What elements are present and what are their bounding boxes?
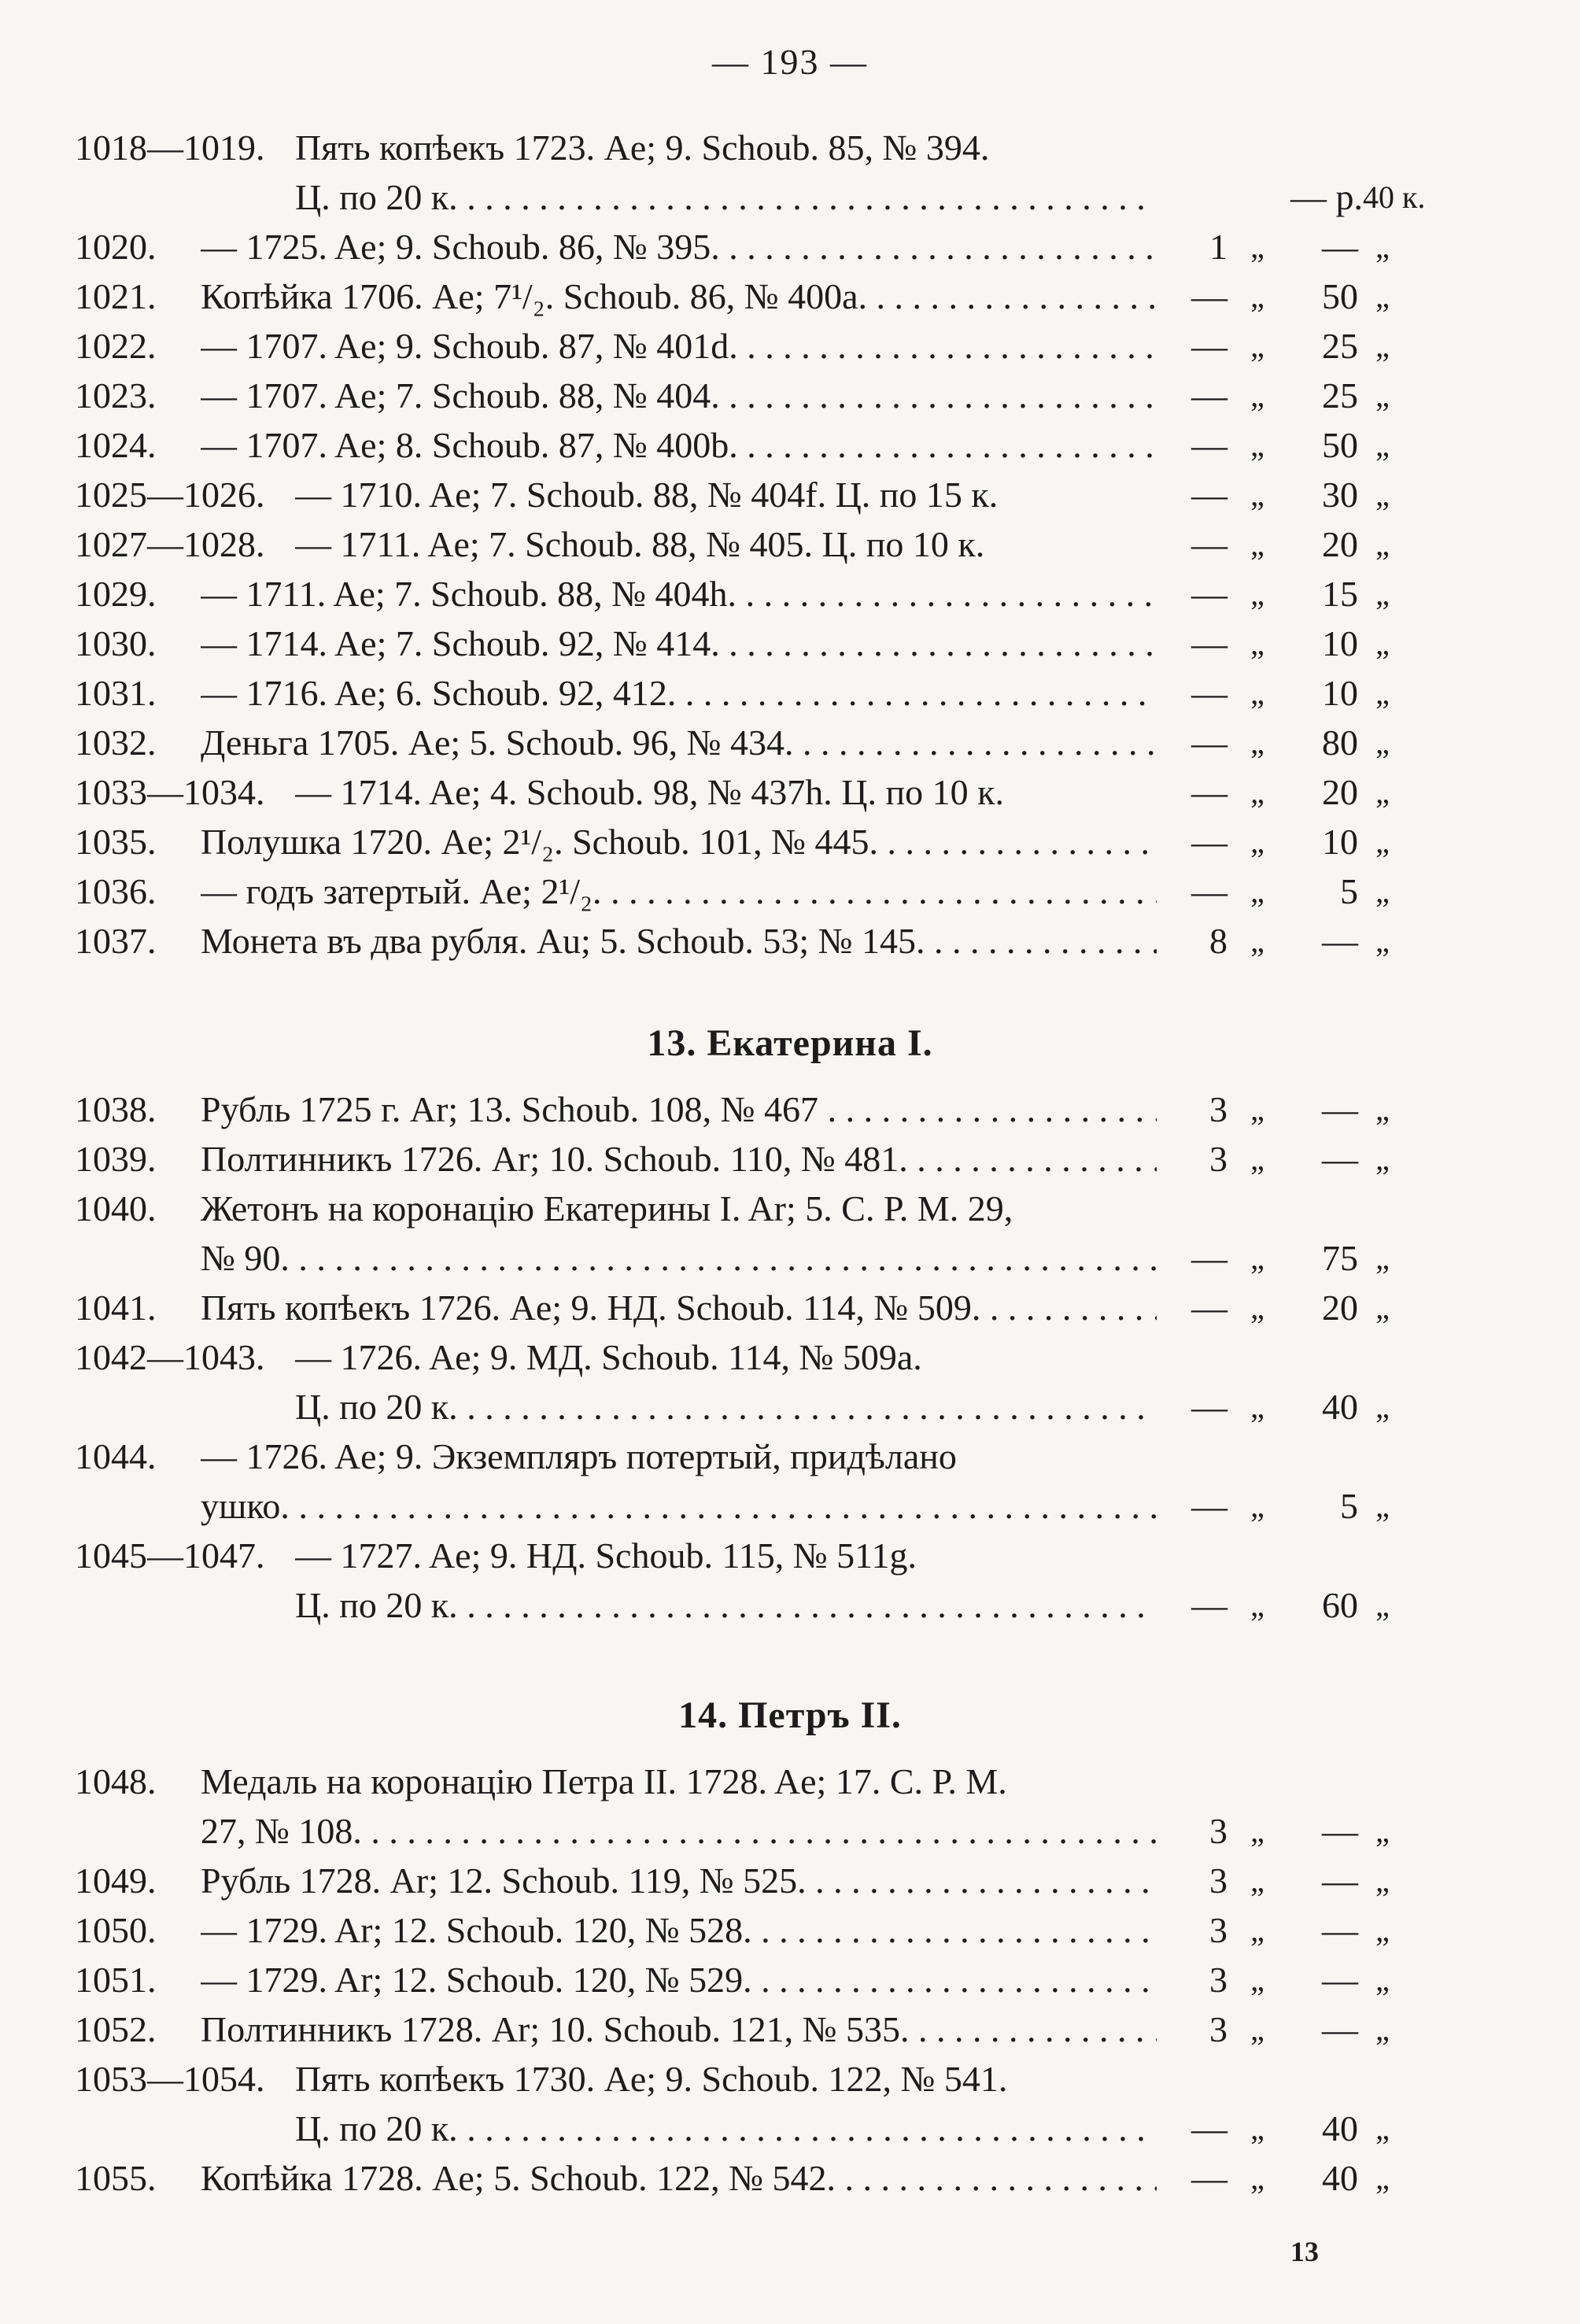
price-part: „	[1250, 477, 1264, 512]
catalog-entry-line	[75, 769, 1487, 816]
price-part: 1	[1209, 227, 1227, 267]
entry-number: 1031.	[75, 673, 157, 713]
price-part: „	[1375, 378, 1390, 413]
price-part: „	[1250, 279, 1264, 314]
price-part: —	[1191, 2108, 1227, 2148]
entry-description: — 1729. Ar; 12. Schoub. 120, № 529. . . .	[201, 1956, 1157, 2004]
price-part: „	[1250, 1141, 1264, 1177]
catalog-entry-line	[75, 1235, 1487, 1282]
entry-price	[1165, 323, 1408, 370]
entry-description: Копѣйка 1728. Ae; 5. Schoub. 122, № 542. . . .	[201, 2155, 1157, 2202]
price-part: „	[1375, 477, 1390, 512]
entry-price	[1165, 422, 1408, 469]
catalog-entry-line	[75, 868, 1487, 915]
entry-description: Деньга 1705. Ae; 5. Schoub. 96, № 434. . . .	[201, 719, 1157, 767]
price-part: 40	[1322, 2158, 1358, 2198]
entry-price	[1165, 719, 1408, 767]
price-part: 40	[1322, 2108, 1358, 2148]
entry-number: 1025—1026.	[75, 475, 265, 515]
catalog-entry-line	[75, 1086, 1487, 1133]
price-part: —	[1191, 772, 1227, 812]
entry-description: — 1726. Ae; 9. МД. Schoub. 114, № 509a.	[295, 1337, 922, 1377]
catalog-entry-line	[75, 1384, 1487, 1431]
price-part: „	[1375, 527, 1390, 562]
price-part: „	[1375, 1290, 1390, 1325]
price-part: „	[1375, 1488, 1390, 1524]
price-part: —	[1191, 1288, 1227, 1328]
entry-price	[1165, 521, 1408, 568]
price-part: „	[1250, 576, 1264, 611]
catalog-entry-line	[75, 1907, 1487, 1954]
entry-number: 1035.	[75, 822, 157, 862]
price-part: —	[1191, 326, 1227, 366]
entry-number: 1037.	[75, 921, 157, 961]
price-part: „	[1375, 1587, 1390, 1623]
entry-price	[1165, 918, 1408, 965]
entry-price	[1165, 273, 1408, 320]
price-part: 3	[1209, 1910, 1227, 1950]
price-part: 8	[1209, 921, 1227, 961]
entry-price	[1165, 471, 1408, 519]
catalog-entry-line	[75, 2056, 1487, 2103]
price-part: „	[1375, 576, 1390, 611]
entry-price	[1165, 1284, 1408, 1332]
entry-price	[1165, 1808, 1408, 1855]
price-part: „	[1375, 626, 1390, 661]
price-part: 50	[1322, 425, 1358, 465]
price-part: „	[1375, 1389, 1390, 1424]
entry-price	[1165, 224, 1408, 271]
entry-price	[1165, 372, 1408, 419]
price-part: —	[1322, 921, 1358, 961]
entry-number: 1024.	[75, 425, 157, 465]
price-part: „	[1250, 1240, 1264, 1276]
price-part: —	[1191, 722, 1227, 763]
entry-description: — 1707. Ae; 7. Schoub. 88, № 404. . . .	[201, 372, 1157, 419]
price-part: 40 к.	[1363, 179, 1426, 215]
entry-price	[1165, 1956, 1408, 2004]
entry-number: 1021.	[75, 276, 157, 316]
entry-number: 1042—1043.	[75, 1337, 265, 1377]
entry-number: 1036.	[75, 871, 157, 911]
entry-description: — 1707. Ae; 9. Schoub. 87, № 401d. . . .	[201, 323, 1157, 370]
entry-description: Копѣйка 1706. Ae; 7¹/₂. Schoub. 86, № 400a. . . .	[201, 273, 1157, 320]
catalog-entry-line	[75, 224, 1487, 271]
price-part: —	[1191, 1585, 1227, 1625]
entry-price	[1165, 2105, 1408, 2152]
catalog-entry-line	[75, 1433, 1487, 1480]
entry-price	[1165, 2155, 1408, 2202]
price-part: „	[1250, 1962, 1264, 1997]
price-part: „	[1250, 874, 1264, 909]
catalog-entry-line	[75, 1857, 1487, 1905]
price-part: „	[1375, 725, 1390, 760]
entry-number: 1040.	[75, 1188, 157, 1229]
price-part: —	[1191, 1387, 1227, 1427]
entry-number: 1038.	[75, 1089, 157, 1129]
entry-description: — 1725. Ae; 9. Schoub. 86, № 395. . . .	[201, 224, 1157, 271]
price-part: „	[1250, 2012, 1264, 2047]
entry-price	[1165, 670, 1408, 717]
entry-price	[1165, 1483, 1408, 1530]
price-part: —	[1191, 524, 1227, 564]
entry-price	[1165, 2006, 1408, 2053]
price-part: „	[1375, 2160, 1390, 2196]
catalog-entry-line	[75, 2155, 1487, 2202]
entry-description: — 1729. Ar; 12. Schoub. 120, № 528. . . .	[201, 1907, 1157, 1954]
section-heading: 14. Петръ II.	[678, 1694, 902, 1736]
price-part: 10	[1322, 673, 1358, 713]
price-part: —	[1191, 276, 1227, 316]
entry-description: Пять копѣекъ 1723. Ae; 9. Schoub. 85, № 394.	[295, 127, 990, 168]
entry-price	[1165, 620, 1408, 667]
entry-number: 1032.	[75, 722, 157, 763]
entry-price	[1165, 1907, 1408, 1954]
price-part: „	[1375, 774, 1390, 810]
entry-price	[1165, 1086, 1408, 1133]
entry-number: 1044.	[75, 1436, 157, 1476]
catalog-entry-line	[75, 571, 1487, 618]
price-part: 3	[1209, 1139, 1227, 1179]
catalog-entry-line	[75, 1532, 1487, 1580]
price-part: —	[1322, 1089, 1358, 1129]
price-part: „	[1375, 1240, 1390, 1276]
price-part: „	[1250, 1912, 1264, 1948]
price-part: „	[1250, 626, 1264, 661]
price-part: „	[1375, 923, 1390, 959]
entry-price	[1165, 1857, 1408, 1905]
price-part: —	[1191, 475, 1227, 515]
entry-description: — 1716. Ae; 6. Schoub. 92, 412. . . .	[201, 670, 1157, 717]
price-part: „	[1250, 328, 1264, 364]
entry-price	[1165, 1384, 1408, 1431]
price-part: „	[1250, 2160, 1264, 2196]
catalog-entry-line	[75, 323, 1487, 370]
price-part: „	[1375, 328, 1390, 364]
price-part: —	[1322, 1910, 1358, 1950]
price-part: „	[1375, 1912, 1390, 1948]
entry-description: Полтинникъ 1726. Ar; 10. Schoub. 110, № 481. . . .	[201, 1136, 1157, 1183]
price-part: „	[1250, 1587, 1264, 1623]
entry-number: 1049.	[75, 1860, 157, 1901]
entry-number: 1033—1034.	[75, 772, 265, 812]
price-part: 3	[1209, 1960, 1227, 2000]
price-part: „	[1375, 1813, 1390, 1849]
entry-price	[1165, 174, 1426, 221]
entry-number: 1055.	[75, 2158, 157, 2198]
price-part: —	[1191, 1486, 1227, 1526]
price-part: —	[1191, 673, 1227, 713]
entry-description: — 1707. Ae; 8. Schoub. 87, № 400b. . . .	[201, 422, 1157, 469]
price-part: —	[1322, 227, 1358, 267]
price-part: „	[1375, 427, 1390, 463]
price-part: „	[1375, 2012, 1390, 2047]
catalog-entry-line	[75, 124, 1487, 172]
entry-description: Рубль 1728. Ar; 12. Schoub. 119, № 525. . . .	[201, 1857, 1157, 1905]
price-part: „	[1250, 229, 1264, 264]
entry-description: Ц. по 20 к. . . .	[295, 1582, 1157, 1629]
price-part: 80	[1322, 722, 1358, 763]
entry-number: 1045—1047.	[75, 1535, 265, 1576]
entry-description: № 90. . . .	[201, 1235, 1157, 1282]
price-part: —	[1322, 1139, 1358, 1179]
price-part: „	[1250, 1863, 1264, 1898]
entry-price	[1165, 868, 1408, 915]
entry-description: ушко. . . .	[201, 1483, 1157, 1530]
catalog-entry-line	[75, 670, 1487, 717]
catalog-entry-line	[75, 1185, 1487, 1232]
catalog-entry-line	[75, 918, 1487, 965]
price-part: „	[1250, 774, 1264, 810]
entry-number: 1022.	[75, 326, 157, 366]
price-part: „	[1250, 527, 1264, 562]
entry-number: 1053—1054.	[75, 2059, 265, 2099]
entry-number: 1029.	[75, 574, 157, 614]
entry-description: Пять копѣекъ 1726. Ae; 9. НД. Schoub. 114, № 509. . . .	[201, 1284, 1157, 1332]
price-part: —	[1191, 623, 1227, 663]
entry-number: 1048.	[75, 1761, 157, 1801]
entry-description: — 1714. Ae; 4. Schoub. 98, № 437h. Ц. по 10 к.	[295, 772, 1004, 812]
catalog-entry-line	[75, 2105, 1487, 2152]
printer-signature: 13	[1290, 2236, 1319, 2267]
entry-description: — 1710. Ae; 7. Schoub. 88, № 404f. Ц. по 15 к.	[295, 475, 999, 515]
price-part: 75	[1322, 1238, 1358, 1278]
entry-description: — 1727. Ae; 9. НД. Schoub. 115, № 511g.	[295, 1535, 917, 1576]
catalog-entry-line	[75, 521, 1487, 568]
entry-description: Жетонъ на коронацію Екатерины I. Ar; 5. С. Р. М. 29,	[201, 1188, 1013, 1229]
entry-description: — 1714. Ae; 7. Schoub. 92, № 414. . . .	[201, 620, 1157, 667]
price-part: „	[1375, 1141, 1390, 1177]
price-part: „	[1250, 1813, 1264, 1849]
price-part: 3	[1209, 1811, 1227, 1851]
price-part: „	[1250, 1389, 1264, 1424]
price-part: 40	[1322, 1387, 1358, 1427]
entry-number: 1018—1019.	[75, 127, 265, 168]
price-part: 50	[1322, 276, 1358, 316]
entry-description: Ц. по 20 к. . . .	[295, 174, 1157, 221]
catalog-entry-line	[75, 2006, 1487, 2053]
price-part: „	[1250, 923, 1264, 959]
entry-description: Ц. по 20 к. . . .	[295, 2105, 1157, 2152]
entry-description: — 1711. Ae; 7. Schoub. 88, № 405. Ц. по 10 к.	[295, 524, 985, 564]
entry-description: — 1726. Ae; 9. Экземпляръ потертый, придѣлано	[201, 1436, 957, 1476]
price-part: „	[1250, 2111, 1264, 2146]
entry-description: — годъ затертый. Ae; 2¹/₂. . . .	[201, 868, 1157, 915]
catalog-entry-line	[75, 1136, 1487, 1183]
price-part: „	[1375, 1092, 1390, 1127]
price-part: 5	[1340, 871, 1358, 911]
price-part: „	[1375, 279, 1390, 314]
catalog-entry-line	[75, 818, 1487, 866]
price-part: 20	[1322, 524, 1358, 564]
price-part: „	[1250, 824, 1264, 859]
price-part: —	[1191, 2158, 1227, 2198]
catalog-entry-line	[75, 620, 1487, 667]
entry-number: 1023.	[75, 375, 157, 416]
price-part: „	[1375, 1962, 1390, 1997]
catalog-entry-line	[75, 471, 1487, 519]
price-part: 60	[1322, 1585, 1358, 1625]
price-part: —	[1322, 1860, 1358, 1901]
catalog-entry-line	[75, 1334, 1487, 1381]
catalog-entry-line	[75, 1808, 1487, 1855]
price-part: „	[1250, 427, 1264, 463]
price-part: 3	[1209, 2009, 1227, 2049]
catalog-entry-line	[75, 174, 1487, 221]
section-heading: 13. Екатерина I.	[647, 1022, 933, 1064]
price-part: „	[1250, 1488, 1264, 1524]
price-part: —	[1191, 574, 1227, 614]
price-part: „	[1375, 2111, 1390, 2146]
catalog-entry-line	[75, 422, 1487, 469]
price-part: „	[1250, 1290, 1264, 1325]
price-part: 20	[1322, 772, 1358, 812]
entry-number: 1051.	[75, 1960, 157, 2000]
price-part: —	[1191, 871, 1227, 911]
entry-description: Пять копѣекъ 1730. Ae; 9. Schoub. 122, № 541.	[295, 2059, 1008, 2099]
entry-description: Рубль 1725 г. Ar; 13. Schoub. 108, № 467 . . .	[201, 1086, 1157, 1133]
entry-number: 1039.	[75, 1139, 157, 1179]
price-part: 25	[1322, 326, 1358, 366]
page-number: — 193 —	[712, 42, 868, 82]
entry-number: 1030.	[75, 623, 157, 663]
price-part: 3	[1209, 1860, 1227, 1901]
entry-price	[1165, 818, 1408, 866]
price-part: —	[1191, 1238, 1227, 1278]
entry-description: Медаль на коронацію Петра II. 1728. Ae; 17. С. Р. М.	[201, 1761, 1007, 1801]
catalog-entry-line	[75, 1758, 1487, 1805]
price-part: „	[1250, 1092, 1264, 1127]
entry-number: 1027—1028.	[75, 524, 265, 564]
entry-number: 1050.	[75, 1910, 157, 1950]
entry-description: Ц. по 20 к. . . .	[295, 1384, 1157, 1431]
price-part: — р.	[1290, 177, 1363, 217]
entry-price	[1165, 1582, 1408, 1629]
entry-number: 1020.	[75, 227, 157, 267]
catalog-entry-line	[75, 1284, 1487, 1332]
catalog-entry-line	[75, 1956, 1487, 2004]
price-part: 15	[1322, 574, 1358, 614]
price-part: 25	[1322, 375, 1358, 416]
price-part: —	[1322, 1960, 1358, 2000]
entry-description: Монета въ два рубля. Au; 5. Schoub. 53; № 145. . . .	[201, 918, 1157, 965]
price-part: —	[1322, 2009, 1358, 2049]
price-part: 10	[1322, 623, 1358, 663]
price-part: —	[1191, 425, 1227, 465]
price-part: —	[1191, 375, 1227, 416]
price-part: „	[1375, 675, 1390, 711]
price-part: —	[1322, 1811, 1358, 1851]
entry-description: Полтинникъ 1728. Ar; 10. Schoub. 121, № 535. . . .	[201, 2006, 1157, 2053]
entry-price	[1165, 769, 1408, 816]
price-part: —	[1191, 822, 1227, 862]
entry-price	[1165, 571, 1408, 618]
entry-number: 1052.	[75, 2009, 157, 2049]
catalog-entry-line	[75, 719, 1487, 767]
price-part: 10	[1322, 822, 1358, 862]
price-part: 20	[1322, 1288, 1358, 1328]
entry-description: Полушка 1720. Ae; 2¹/₂. Schoub. 101, № 445. . . .	[201, 818, 1157, 866]
entry-description: — 1711. Ae; 7. Schoub. 88, № 404h. . . .	[201, 571, 1157, 618]
catalog-entry-line	[75, 273, 1487, 320]
price-part: „	[1250, 378, 1264, 413]
price-part: „	[1375, 874, 1390, 909]
price-part: „	[1375, 229, 1390, 264]
price-part: 5	[1340, 1486, 1358, 1526]
catalog-entry-line	[75, 372, 1487, 419]
catalog-entry-line	[75, 1582, 1487, 1629]
entry-number: 1041.	[75, 1288, 157, 1328]
entry-price	[1165, 1235, 1408, 1282]
price-part: „	[1375, 1863, 1390, 1898]
price-part: „	[1375, 824, 1390, 859]
price-part: „	[1250, 675, 1264, 711]
price-part: „	[1250, 725, 1264, 760]
catalog-entry-line	[75, 1483, 1487, 1530]
price-part: 3	[1209, 1089, 1227, 1129]
entry-price	[1165, 1136, 1408, 1183]
price-part: 30	[1322, 475, 1358, 515]
entry-description: 27, № 108. . . .	[201, 1808, 1157, 1855]
